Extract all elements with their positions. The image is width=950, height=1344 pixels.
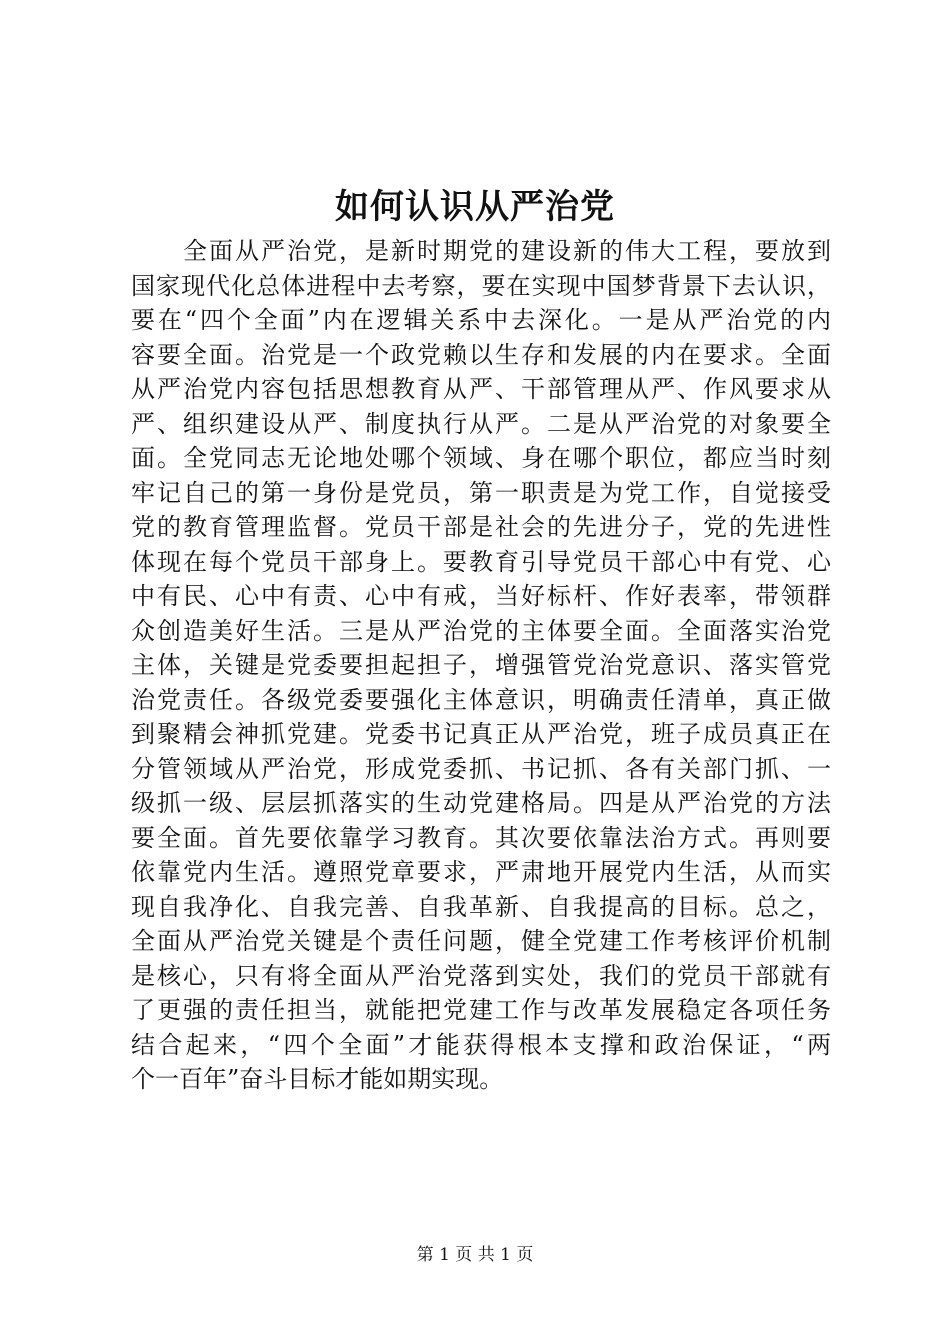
body-line: 体现在每个党员干部身上。要教育引导党员干部心中有党、心 (131, 547, 831, 576)
body-line: 是核心，只有将全面从严治党落到实处，我们的党员干部就有 (131, 961, 831, 990)
body-line: 众创造美好生活。三是从严治党的主体要全面。全面落实治党 (131, 616, 831, 645)
page-footer: 第 1 页 共 1 页 (416, 1245, 534, 1265)
document-body (131, 234, 831, 1097)
body-line: 了更强的责任担当，就能把党建工作与改革发展稳定各项任务 (131, 996, 831, 1024)
body-line: 牢记自己的第一身份是党员，第一职责是为党工作，自觉接受 (131, 478, 831, 507)
body-line: 分管领域从严治党，形成党委抓、书记抓、各有关部门抓、一 (131, 754, 831, 783)
body-line: 依靠党内生活。遵照党章要求，严肃地开展党内生活，从而实 (131, 858, 831, 886)
body-line: 面。全党同志无论地处哪个领域、身在哪个职位，都应当时刻 (131, 444, 831, 472)
body-line: 主体，关键是党委要担起担子，增强管党治党意识、落实管党 (131, 651, 831, 679)
body-line: 治党责任。各级党委要强化主体意识，明确责任清单，真正做 (131, 685, 831, 714)
body-line: 级抓一级、层层抓落实的生动党建格局。四是从严治党的方法 (131, 789, 831, 817)
body-line: 现自我净化、自我完善、自我革新、自我提高的目标。总之， (131, 892, 831, 921)
body-line: 全面从严治党，是新时期党的建设新的伟大工程，要放到 (131, 237, 831, 265)
body-line: 要全面。首先要依靠学习教育。其次要依靠法治方式。再则要 (131, 823, 831, 852)
body-line: 从严治党内容包括思想教育从严、干部管理从严、作风要求从 (131, 375, 831, 403)
body-line: 要在“四个全面”内在逻辑关系中去深化。一是从严治党的内 (131, 306, 831, 334)
document-title: 如何认识从严治党 (335, 187, 615, 227)
body-line: 全面从严治党关键是个责任问题，健全党建工作考核评价机制 (131, 927, 831, 955)
body-line: 结合起来，“四个全面”才能获得根本支撑和政治保证，“两 (131, 1030, 831, 1059)
body-line: 到聚精会神抓党建。党委书记真正从严治党，班子成员真正在 (131, 720, 831, 748)
body-line: 个一百年”奋斗目标才能如期实现。 (131, 1065, 504, 1093)
body-line: 党的教育管理监督。党员干部是社会的先进分子，党的先进性 (131, 513, 831, 541)
body-line: 严、组织建设从严、制度执行从严。二是从严治党的对象要全 (131, 409, 831, 438)
body-line: 国家现代化总体进程中去考察，要在实现中国梦背景下去认识， (131, 271, 831, 300)
body-line: 中有民、心中有责、心中有戒，当好标杆、作好表率，带领群 (131, 582, 831, 610)
body-line: 容要全面。治党是一个政党赖以生存和发展的内在要求。全面 (131, 340, 831, 369)
